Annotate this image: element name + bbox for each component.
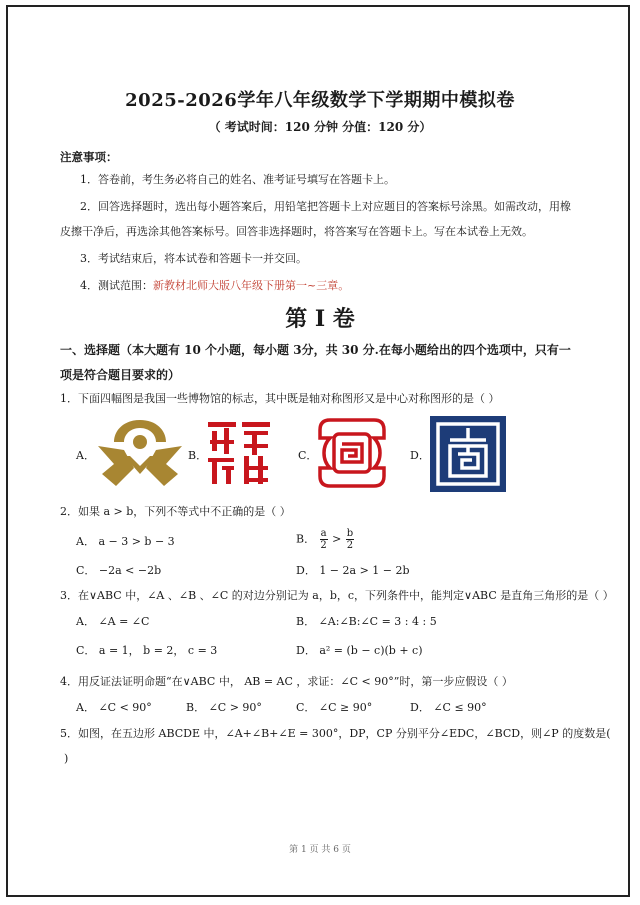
q1-option-c-label: C． bbox=[298, 449, 318, 462]
fraction-b-over-2 bbox=[346, 528, 354, 551]
fraction-denominator: 2 bbox=[320, 540, 327, 551]
notes-heading: 注意事项： bbox=[60, 150, 118, 164]
museum-logo-b-icon bbox=[204, 418, 274, 488]
note-item-4-label: 4．测试范围： bbox=[80, 279, 153, 292]
page-footer: 第 1 页 共 6 页 bbox=[289, 845, 351, 855]
q1-option-b-label: B． bbox=[188, 449, 208, 462]
note-item-3: 3．考试结束后，将本试卷和答题卡一并交回。 bbox=[80, 252, 307, 265]
q5-stem-cont: ) bbox=[64, 752, 69, 765]
exam-subtitle: （ 考试时间：120 分钟 分值：120 分） bbox=[208, 120, 432, 134]
q1-option-d-label: D． bbox=[410, 449, 430, 462]
note-item-4 bbox=[80, 279, 349, 293]
q4-option-b: B． ∠C > 90° bbox=[186, 701, 262, 714]
note-item-2-cont: 皮擦干净后，再选涂其他答案标号。回答非选择题时，将答案写在答题卡上。写在本试卷上无效。 bbox=[60, 225, 533, 238]
part-title: 第 I 卷 bbox=[285, 306, 355, 332]
q1-option-a-label: A． bbox=[76, 449, 95, 462]
q2-option-a: A． a − 3 > b − 3 bbox=[76, 535, 175, 548]
note-item-2: 2．回答选择题时，选出每小题答案后，用铅笔把答题卡上对应题目的答案标号涂黑。如需改动，用橡 bbox=[80, 200, 571, 213]
q3-option-d: D． a² = (b − c)(b + c) bbox=[296, 644, 423, 657]
q4-stem: 4．用反证法证明命题“在∨ABC 中， AB = AC ，求证：∠C < 90°”时，第一步应假设（ ） bbox=[60, 675, 513, 688]
fraction-numerator: b bbox=[346, 528, 354, 539]
q3-option-c: C． a = 1， b = 2， c = 3 bbox=[76, 644, 218, 657]
museum-logo-d-icon bbox=[430, 416, 506, 492]
q4-option-a: A． ∠C < 90° bbox=[76, 701, 152, 714]
test-scope: 新教材北师大版八年级下册第一~三章。 bbox=[153, 279, 350, 292]
q2-stem: 2．如果 a > b，下列不等式中不正确的是（ ） bbox=[60, 505, 291, 518]
fraction-a-over-2 bbox=[320, 528, 328, 551]
q2-option-c: C． −2a < −2b bbox=[76, 564, 162, 577]
note-item-1: 1．答卷前，考生务必将自己的姓名、准考证号填写在答题卡上。 bbox=[80, 173, 395, 186]
museum-logo-a-icon bbox=[94, 416, 186, 490]
q3-option-a: A． ∠A = ∠C bbox=[76, 615, 150, 628]
q3-option-b: B． ∠A:∠B:∠C = 3 : 4 : 5 bbox=[296, 615, 437, 628]
q3-stem: 3．在∨ABC 中，∠A 、∠B 、∠C 的对边分别记为 a，b，c，下列条件中，能判定∨ABC 是直角三角形的是（ ） bbox=[60, 589, 614, 602]
q2-option-b-label: B． bbox=[296, 532, 316, 546]
section-heading-cont: 项是符合题目要求的） bbox=[60, 368, 181, 382]
q1-stem: 1．下面四幅图是我国一些博物馆的标志，其中既是轴对称图形又是中心对称图形的是（ ） bbox=[60, 392, 500, 405]
fraction-denominator: 2 bbox=[346, 540, 354, 551]
q2-option-d: D． 1 − 2a > 1 − 2b bbox=[296, 564, 410, 577]
section-heading: 一、选择题（本大题有 10 个小题，每小题 3分，共 30 分.在每小题给出的四个选项中，只有一 bbox=[60, 343, 571, 357]
fraction-numerator: a bbox=[320, 528, 327, 539]
q5-stem: 5．如图，在五边形 ABCDE 中，∠A+∠B+∠E = 300°，DP，CP 分别平分∠EDC，∠BCD，则∠P 的度数是( bbox=[60, 727, 611, 740]
q4-option-c: C． ∠C ≥ 90° bbox=[296, 701, 373, 714]
q2-option-b bbox=[296, 528, 355, 551]
greater-than-sign: > bbox=[332, 532, 342, 546]
exam-title: 2025-2026学年八年级数学下学期期中模拟卷 bbox=[125, 90, 515, 111]
q4-option-d: D． ∠C ≤ 90° bbox=[410, 701, 487, 714]
museum-logo-c-icon bbox=[314, 414, 390, 492]
